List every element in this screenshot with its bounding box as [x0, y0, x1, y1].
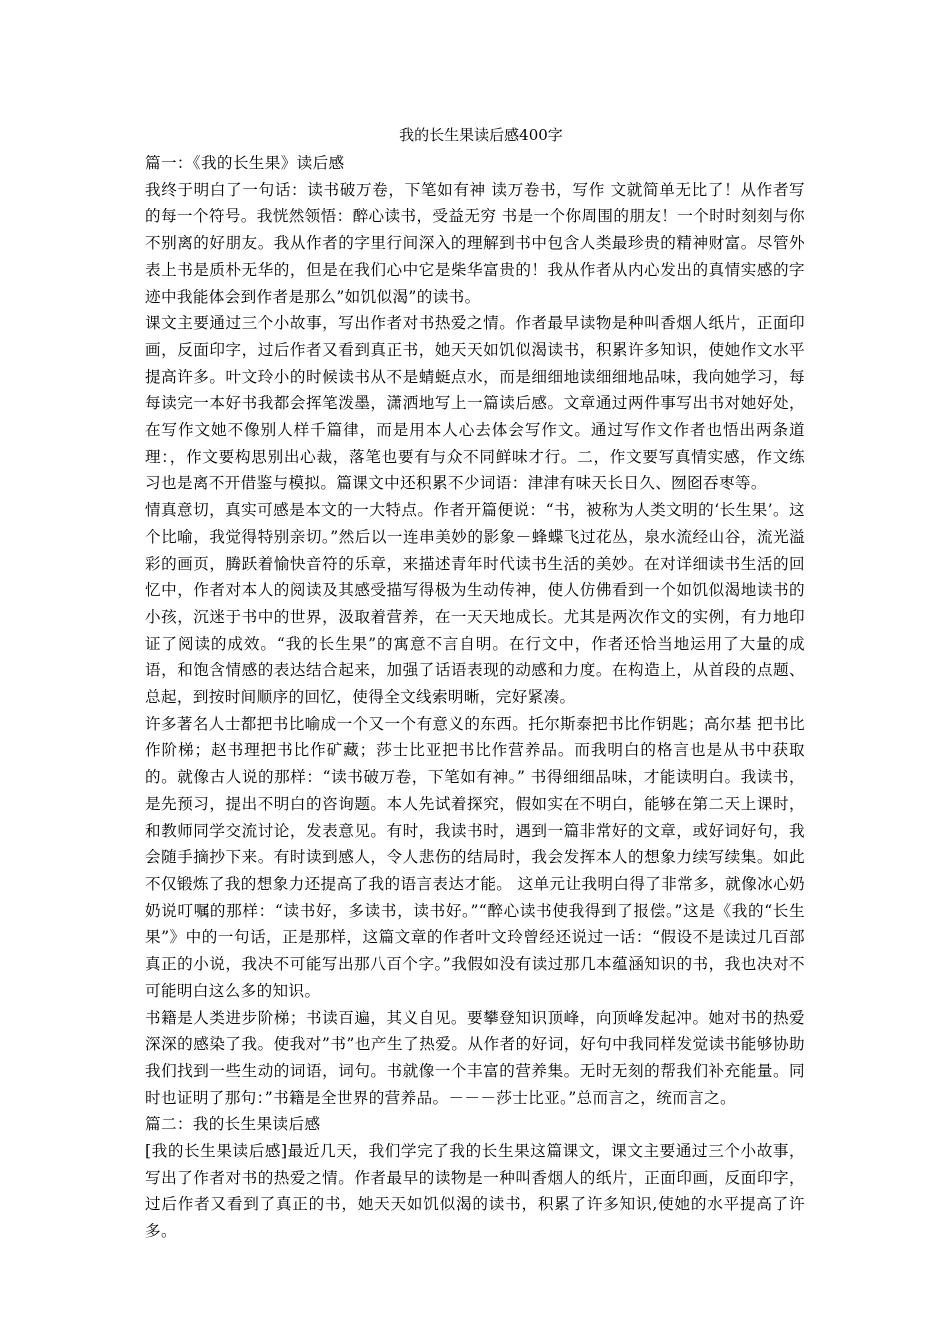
paragraph: [我的长生果读后感]最近几天，我们学完了我的长生果这篇课文，课文主要通过三个小故事，写出了作者对书的热爱之情。作者最早的读物是一种叫香烟人的纸片，正面印画，反面印字，过后作者又看到了真正的书，她天天如饥似渴的读书，积累了许多知识,使她的水平提高了许多。 — [145, 1142, 805, 1241]
section-heading-2: 篇二：我的长生果读后感 — [145, 1115, 321, 1134]
paragraph: 课文主要通过三个小故事，写出作者对书热爱之情。作者最早读物是种叫香烟人纸片，正面印画，反面印字，过后作者又看到真正书，她天天如饥似渴读书，积累许多知识，使她作文水平提高许多。叶文玲小的时候读书从不是蜻蜓点水，而是细细地读细细地品味，我向她学习，每每读完一本好书我都会挥笔泼墨，潇洒地写上一篇读后感。文章通过两件事写出书对她好处，在写作文她不像别人样千篇律，而是用本人心去体会写作文。通过写作文作者也悟出两条道理：，作文要构思别出心裁，落笔也要有与众不同鲜味才行。二，作文要写真情实感，作文练习也是离不开借鉴与模拟。篇课文中还积累不少词语：津津有味天长日久、囫囵吞枣等。 — [145, 314, 805, 493]
paragraph: 情真意切，真实可感是本文的一大特点。作者开篇便说：“书，被称为人类文明的‘长生果’。这个比喻，我觉得特别亲切。”然后以一连串美妙的影象－蜂蝶飞过花丛，泉水流经山谷，流光溢彩的画页，腾跃着愉快音符的乐章，来描述青年时代读书生活的美妙。在对详细读书生活的回忆中，作者对本人的阅读及其感受描写得极为生动传神，使人仿佛看到一个如饥似渴地读书的小孩，沉迷于书中的世界，汲取着营养，在一天天地成长。尤其是两次作文的实例，有力地印证了阅读的成效。“我的长生果”的寓意不言自明。在行文中，作者还恰当地运用了大量的成语，和饱含情感的表达结合起来，加强了话语表现的动感和力度。在构造上，从首段的点题、总起，到按时间顺序的回忆，使得全文线索明晰，完好紧凑。 — [145, 501, 805, 707]
document-body — [145, 150, 805, 1241]
document-page — [145, 124, 805, 1241]
paragraph: 我终于明白了一句话：读书破万卷，下笔如有神 读万卷书，写作 文就简单无比了！从作者写的每一个符号。我恍然领悟：醉心读书，受益无穷 书是一个你周围的朋友！一个时时刻刻与你不别离的好朋友。我从作者的字里行间深入的理解到书中包含人类最珍贵的精神财富。尽管外表上书是质朴无华的，但是在我们心中它是柴华富贵的！我从作者从内心发出的真情实感的字迹中我能体会到作者是那么”如饥似渴”的读书。 — [145, 180, 805, 306]
document-title: 我的长生果读后感400字 — [399, 126, 563, 144]
paragraph: 书籍是人类进步阶梯；书读百遍，其义自见。要攀登知识顶峰，向顶峰发起冲。她对书的热爱深深的感染了我。使我对”书”也产生了热爱。从作者的好词，好句中我同样发觉读书能够协助我们找到一些生动的词语，词句。书就像一个丰富的营养集。无时无刻的帮我们补充能量。同时也证明了那句：”书籍是全世界的营养品。－－－莎士比亚。”总而言之，统而言之。 — [145, 1008, 805, 1107]
section-heading-1: 篇一：《我的长生果》读后感 — [145, 154, 345, 172]
paragraph: 许多著名人士都把书比喻成一个又一个有意义的东西。托尔斯泰把书比作钥匙；高尔基 把书比作阶梯；赵书理把书比作矿藏；莎士比亚把书比作营养品。而我明白的格言也是从书中获取的。就像古人说的那样：“读书破万卷，下笔如有神。” 书得细细品味，才能读明白。我读书，是先预习，提出不明白的咨询题。本人先试着探究，假如实在不明白，能够在第二天上课时，和教师同学交流讨论，发表意见。有时，我读书时，遇到一篇非常好的文章，或好词好句，我会随手摘抄下来。有时读到感人，令人悲伤的结局时，我会发挥本人的想象力续写续集。如此不仅锻炼了我的想象力还提高了我的语言表达才能。 这单元让我明白得了非常多，就像冰心奶奶说叮嘱的那样：“读书好，多读书，读书好。”“醉心读书使我得到了报偿。”这是《我的“长生果”》中的一句话，正是那样，这篇文章的作者叶文玲曾经还说过一话：“假设不是读过几百部真正的小说，我决不可能写出那八百个字。”我假如没有读过那几本蕴涵知识的书，我也决对不可能明白这么多的知识。 — [145, 714, 805, 1000]
